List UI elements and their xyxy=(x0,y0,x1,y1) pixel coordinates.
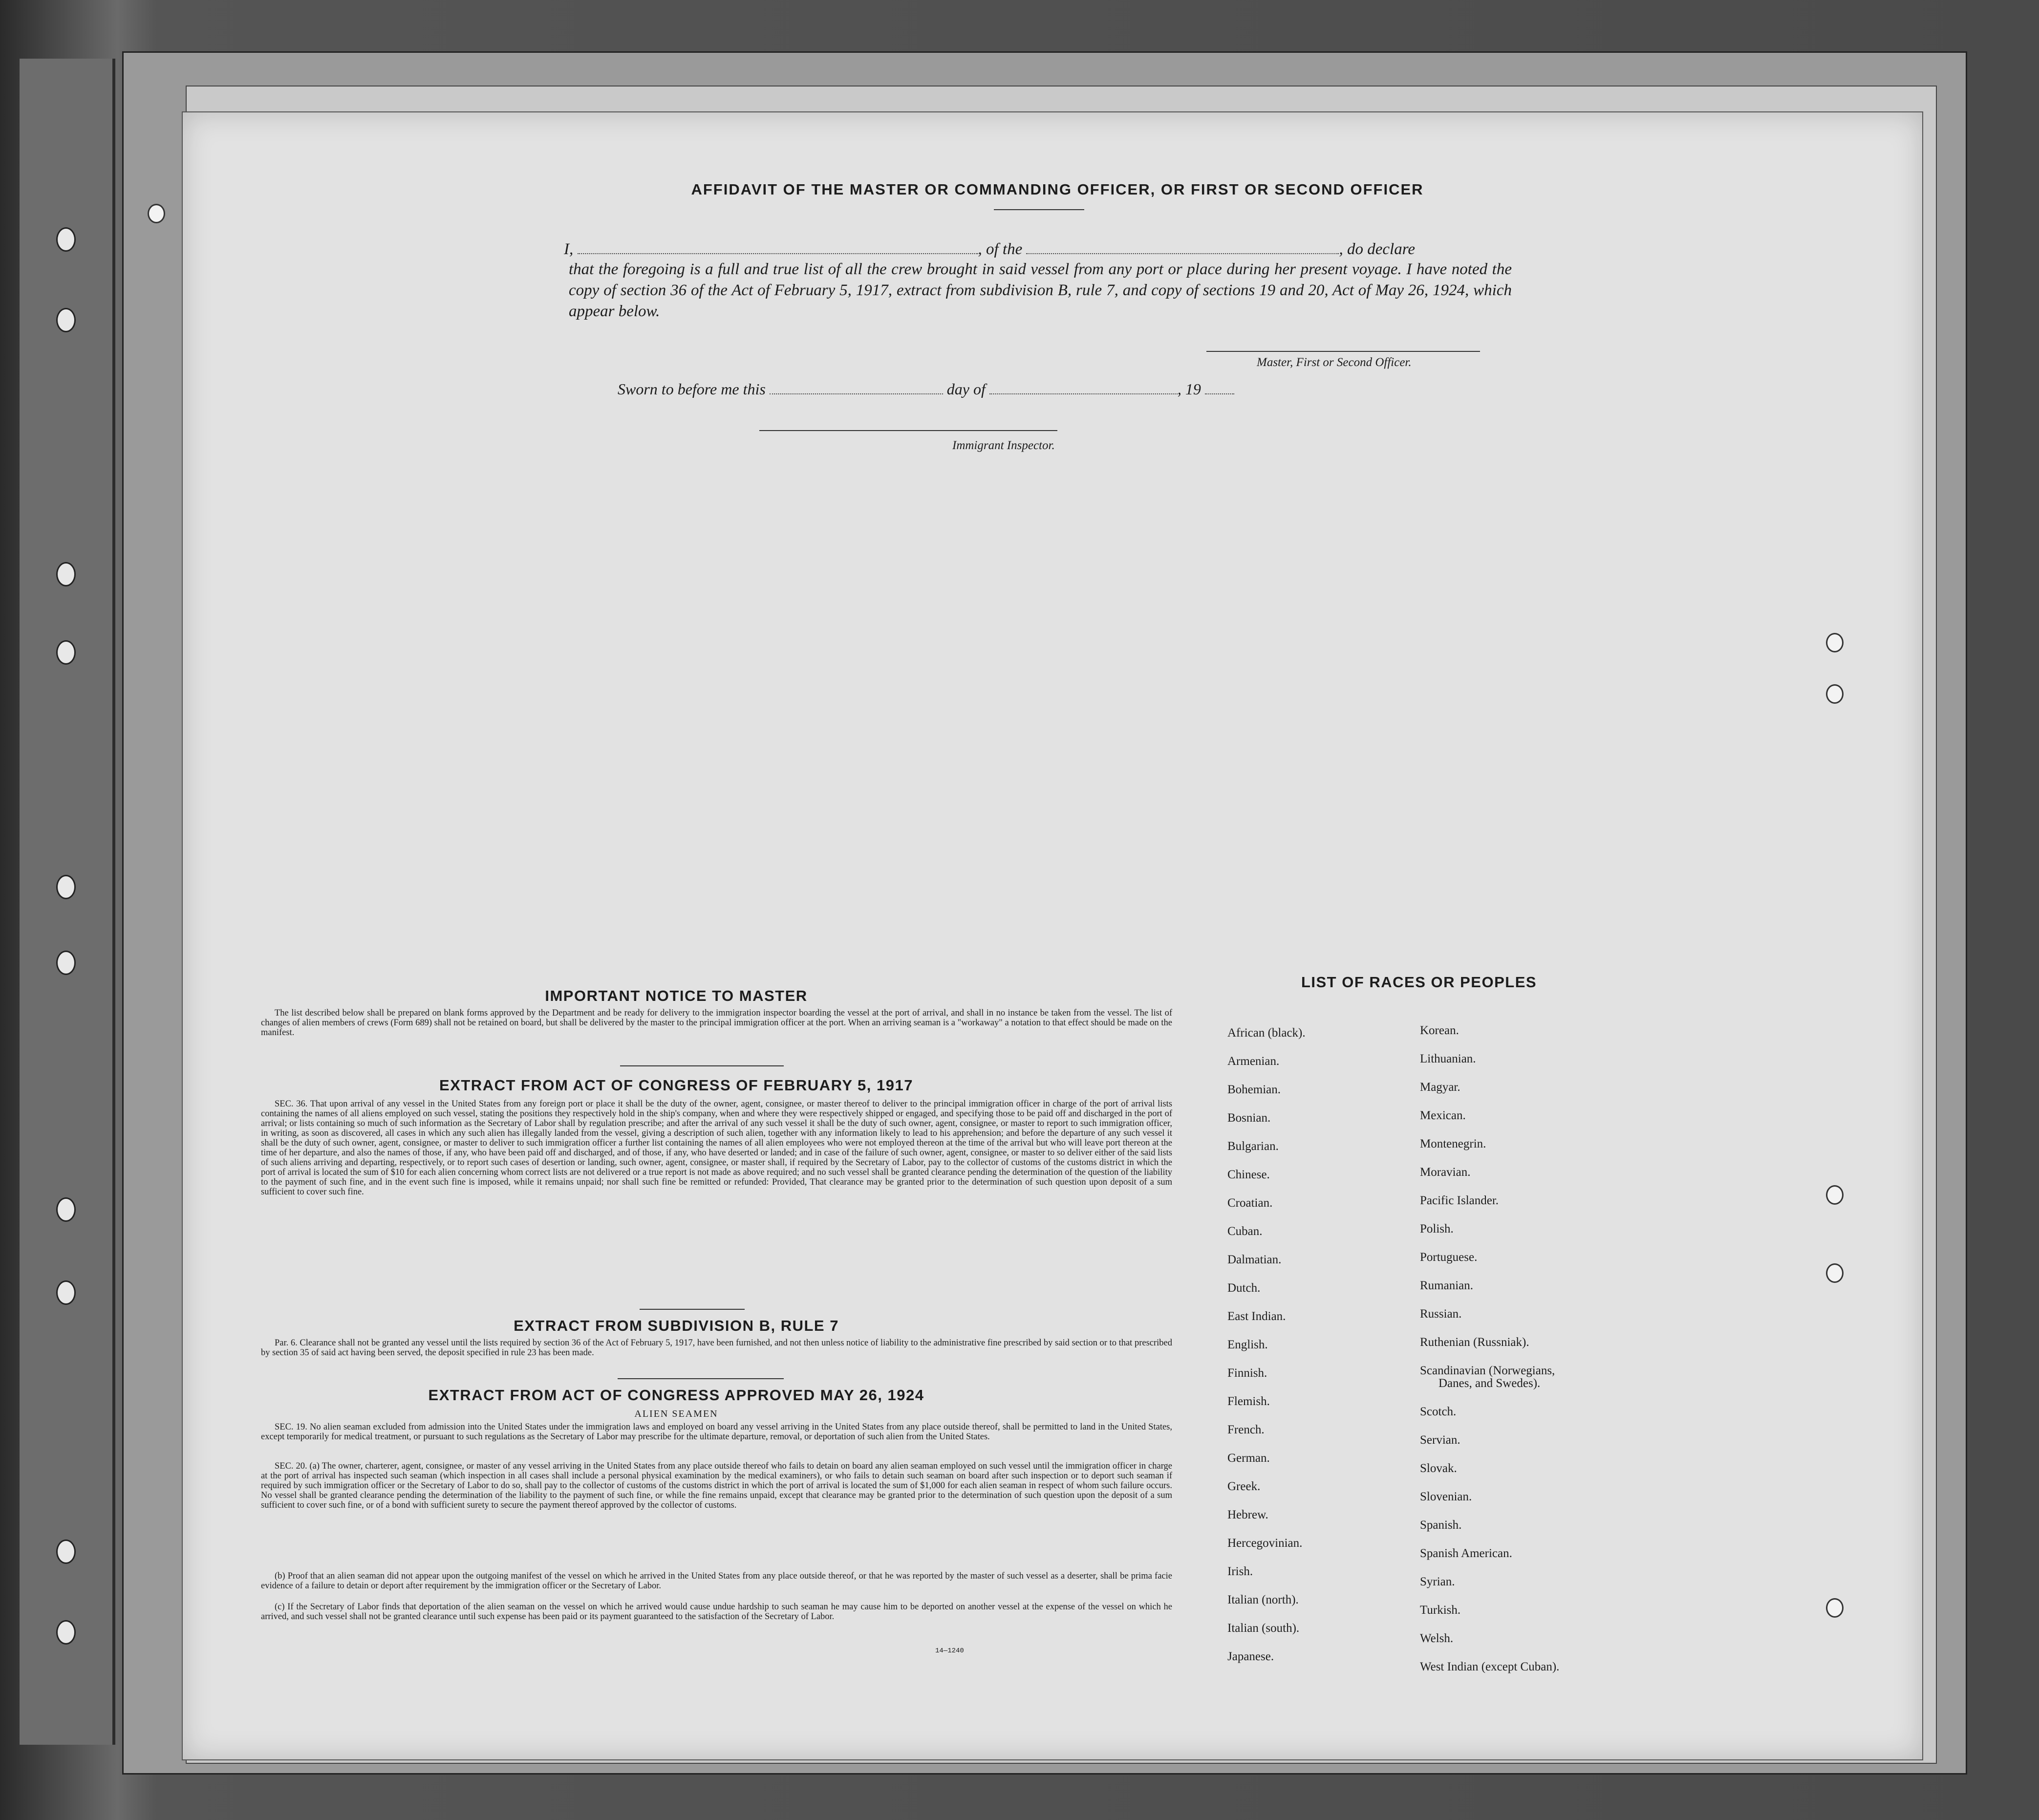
sworn-day-of: day of xyxy=(946,380,986,398)
affidavit-body: that the foregoing is a full and true list of all the crew brought in said vessel from any port or place during her present voyage. I have noted the copy of section 36 of the Act of February 5, 1917, extract from subdivision B, rule 7, and copy of sections 19 and 20, Act of May 26, 1924, which appear below. xyxy=(569,260,1512,320)
race-left-item: Croatian. xyxy=(1227,1196,1273,1210)
race-right-item: Lithuanian. xyxy=(1420,1052,1476,1065)
race-left-item: Chinese. xyxy=(1227,1168,1270,1181)
document-page xyxy=(182,111,1923,1760)
race-right-item: Russian. xyxy=(1420,1307,1462,1321)
binder-hole xyxy=(56,1197,76,1222)
affidavit-i-label: I, xyxy=(564,240,574,258)
act-1924-subtitle: ALIEN SEAMEN xyxy=(634,1408,718,1419)
master-signature-label: Master, First or Second Officer. xyxy=(1257,356,1412,369)
race-left-item: Hercegovinian. xyxy=(1227,1537,1303,1550)
sworn-prefix: Sworn to before me this xyxy=(618,380,766,398)
act-1924-sec20c: (c) If the Secretary of Labor finds that deportation of the alien seaman on the vessel on which he arrived would cause undue hardship to such seaman he may cause him to be deported on another vessel at the expense of the vessel on which he arrived, and such vessel shall not be granted clearance until such expense has been paid or its payment guaranteed to the satisfaction of the Secretary of Labor. xyxy=(261,1602,1172,1622)
act-1924-sec20a: SEC. 20. (a) The owner, charterer, agent, consignee, or master of any vessel arriving in the United States from any place outside thereof who fails to detain on board any alien seaman employed on such vessel until the immigration officer in charge at the port of arrival has inspected such seaman (which inspection in all cases shall include a personal physical examination by the medical examiners), or who fails to detain such seaman on board after such inspection or to deport such seaman if required by such immigration officer or the Secretary of Labor to do so, shall pay to the collector of customs of the customs district in which the port of arrival is located the sum of $1,000 for each alien seaman in respect of whom such failure occurs. No vessel shall be granted clearance pending the determination of the liability to the payment of such fine, or while the fine remains unpaid, except that clearance may be granted prior to the determination of such question upon the deposit of a sum sufficient to cover such fine, or of a bond with sufficient surety to secure the payment thereof approved by the collector of customs. xyxy=(261,1461,1172,1510)
race-right-item: Slovenian. xyxy=(1420,1490,1472,1503)
page-hole xyxy=(1826,633,1844,652)
binder-hole xyxy=(56,1620,76,1645)
page-hole xyxy=(1826,1263,1844,1283)
race-right-item: Portuguese. xyxy=(1420,1251,1478,1264)
race-left-item: Dalmatian. xyxy=(1227,1253,1282,1266)
race-right-item: Spanish. xyxy=(1420,1518,1462,1532)
race-left-item: Dutch. xyxy=(1227,1281,1261,1295)
page-hole xyxy=(1826,684,1844,704)
affidavit-first-line xyxy=(564,240,1517,259)
sworn-month-field[interactable] xyxy=(989,383,1178,394)
page-hole xyxy=(1826,1598,1844,1618)
binder-hole xyxy=(56,562,76,586)
sheet-hole xyxy=(148,204,165,223)
race-left-item: African (black). xyxy=(1227,1026,1306,1040)
race-right-item: Welsh. xyxy=(1420,1632,1454,1645)
master-signature-line[interactable] xyxy=(1206,351,1480,352)
sworn-day-field[interactable] xyxy=(770,383,943,394)
inspector-signature-label: Immigrant Inspector. xyxy=(952,439,1055,452)
binder-hole xyxy=(56,640,76,665)
race-left-item: Japanese. xyxy=(1227,1650,1274,1663)
race-right-item: Rumanian. xyxy=(1420,1279,1474,1292)
race-left-item: English. xyxy=(1227,1338,1268,1351)
act-1924-sec20b: (b) Proof that an alien seaman did not appear upon the outgoing manifest of the vessel on which he arrived in the United States from any place outside thereof, or that he was reported by the master of such vessel as a deserter, shall be prima facie evidence of a failure to detain or deport after requirement by the immigration officer or the Secretary of Labor. xyxy=(261,1571,1172,1591)
race-right-item: Montenegrin. xyxy=(1420,1137,1486,1150)
race-right-item: Spanish American. xyxy=(1420,1547,1512,1560)
race-left-item: Cuban. xyxy=(1227,1225,1263,1238)
race-left-item: French. xyxy=(1227,1423,1265,1436)
race-right-item: Servian. xyxy=(1420,1433,1460,1447)
race-right-item: Ruthenian (Russniak). xyxy=(1420,1336,1529,1349)
act-1917-text: SEC. 36. That upon arrival of any vessel in the United States from any foreign port or place it shall be the duty of the owner, agent, consignee, or master thereof to deliver to the principal immigration officer in charge of the port of arrival lists containing the names of all aliens employed on such vessel, stating the positions they respectively hold in the ship's company, when and where they were respectively shipped or engaged, and specifying those to be paid off and discharged in the port of arrival; or lists containing so much of such information as the Secretary of Labor shall by regulation prescribe; and after the arrival of any such vessel it shall be the duty of such owner, agent, consignee, or master to report to such immigration officer, in writing, as soon as discovered, all cases in which any such alien has illegally landed from the vessel, giving a description of such alien, together with any information likely to lead to his apprehension; and before the departure of any such vessel it shall be the duty of such owner, agent, consignee, or master to deliver to such immigration officer a further list containing the names of all alien employees who were not employed thereon at the time of the arrival but who will leave port thereon at the time of her departure, and also the names of those, if any, who have been paid off and discharged, and of those, if any, who have deserted or landed; and in case of the failure of such owner, agent, consignee, or master to so deliver either of the said lists of such aliens arriving and departing, respectively, or to report such cases of desertion or landing, such owner, agent, consignee, or master shall, if required by the Secretary of Labor, pay to the collector of customs of the customs district in which the port of arrival is located the sum of $10 for each alien concerning whom correct lists are not delivered or a true report is not made as above required; and no such vessel shall be granted clearance pending the determination of the question of the liability to the payment of such fine, and in the event such fine is imposed, while it remains unpaid; nor shall such fine be remitted or refunded: Provided, That clearance may be granted prior to the determination of such question upon deposit of a sum sufficient to cover such fine. xyxy=(261,1099,1172,1197)
race-right-item: Magyar. xyxy=(1420,1081,1460,1094)
binder-hole xyxy=(56,875,76,899)
race-left-item: Finnish. xyxy=(1227,1366,1267,1380)
form-number: 14—1240 xyxy=(935,1647,964,1655)
race-left-item: Bosnian. xyxy=(1227,1111,1271,1125)
act-1924-title: EXTRACT FROM ACT OF CONGRESS APPROVED MAY 26, 1924 xyxy=(428,1387,924,1404)
race-right-item: Mexican. xyxy=(1420,1109,1466,1122)
race-left-item: Irish. xyxy=(1227,1565,1253,1578)
affidavit-title: AFFIDAVIT OF THE MASTER OR COMMANDING OFFICER, OR FIRST OR SECOND OFFICER xyxy=(691,181,1424,198)
binder-hole xyxy=(56,951,76,975)
race-right-item: Polish. xyxy=(1420,1222,1454,1235)
rule-7-text: Par. 6. Clearance shall not be granted any vessel until the lists required by section 36 of the Act of February 5, 1917, have been furnished, and not then unless notice of liability to the administrative fine prescribed by said section or to that prescribed by section 35 of said act having been served, the deposit specified in rule 23 has been made. xyxy=(261,1338,1172,1358)
race-left-item: Greek. xyxy=(1227,1480,1261,1493)
race-right-item: Scotch. xyxy=(1420,1405,1457,1418)
race-right-item: Syrian. xyxy=(1420,1575,1455,1588)
race-right-item: Korean. xyxy=(1420,1024,1459,1037)
rule-7-title: EXTRACT FROM SUBDIVISION B, RULE 7 xyxy=(514,1317,839,1334)
race-left-item: Italian (north). xyxy=(1227,1593,1299,1606)
act-1924-sec19: SEC. 19. No alien seaman excluded from admission into the United States under the immigration laws and employed on board any vessel arriving in the United States from any place outside thereof, shall be permitted to land in the United States, except temporarily for medical treatment, or pursuant to such regulations as the Secretary of Labor may prescribe for the ultimate departure, removal, or deportation of such alien from the United States. xyxy=(261,1422,1172,1442)
sworn-line xyxy=(618,380,1234,398)
binder-hole xyxy=(56,1280,76,1305)
race-left-item: German. xyxy=(1227,1452,1270,1465)
affidavit-do-declare: , do declare xyxy=(1339,240,1415,258)
race-left-item: Italian (south). xyxy=(1227,1622,1300,1635)
race-left-item: Flemish. xyxy=(1227,1395,1270,1408)
affidavit-of-the: , of the xyxy=(978,240,1023,258)
sworn-year-field[interactable] xyxy=(1205,383,1234,394)
title-rule xyxy=(994,209,1084,210)
inspector-signature-line[interactable] xyxy=(759,430,1057,431)
act-1917-title: EXTRACT FROM ACT OF CONGRESS OF FEBRUARY 5, 1917 xyxy=(439,1077,913,1094)
notice-title: IMPORTANT NOTICE TO MASTER xyxy=(545,987,808,1004)
binder-hole xyxy=(56,1539,76,1564)
race-right-item: Turkish. xyxy=(1420,1603,1461,1617)
race-left-item: Bulgarian. xyxy=(1227,1140,1279,1153)
rule-7-rule xyxy=(618,1378,784,1379)
act-1917-rule xyxy=(640,1309,745,1310)
binder-hole xyxy=(56,227,76,252)
race-right-item: Moravian. xyxy=(1420,1166,1471,1179)
page-hole xyxy=(1826,1185,1844,1205)
race-left-item: Hebrew. xyxy=(1227,1508,1268,1521)
race-left-item: East Indian. xyxy=(1227,1310,1286,1323)
race-left-item: Armenian. xyxy=(1227,1055,1280,1068)
race-right-item: West Indian (except Cuban). xyxy=(1420,1660,1560,1673)
race-right-item: Pacific Islander. xyxy=(1420,1194,1499,1207)
race-left-item: Bohemian. xyxy=(1227,1083,1281,1096)
notice-rule xyxy=(620,1065,784,1066)
sworn-year-prefix: , 19 xyxy=(1177,380,1201,398)
races-title: LIST OF RACES OR PEOPLES xyxy=(1301,974,1537,991)
binder-hole xyxy=(56,308,76,332)
binder-strip xyxy=(20,59,115,1745)
race-right-item: Slovak. xyxy=(1420,1462,1457,1475)
race-right-item: Scandinavian (Norwegians, xyxy=(1420,1364,1555,1377)
master-name-field[interactable] xyxy=(578,242,978,254)
notice-text: The list described below shall be prepared on blank forms approved by the Department and be ready for delivery to the immigration inspector boarding the vessel at the port of arrival, and shall in no instance be taken from the vessel. The list of changes of alien members of crews (Form 689) shall not be retained on board, but shall be delivered by the master to the principal immigration officer at the port. When an arriving seaman is a "workaway" a notation to that effect should be made on the manifest. xyxy=(261,1008,1172,1038)
race-right-item: Danes, and Swedes). xyxy=(1438,1377,1541,1390)
vessel-name-field[interactable] xyxy=(1026,242,1339,254)
